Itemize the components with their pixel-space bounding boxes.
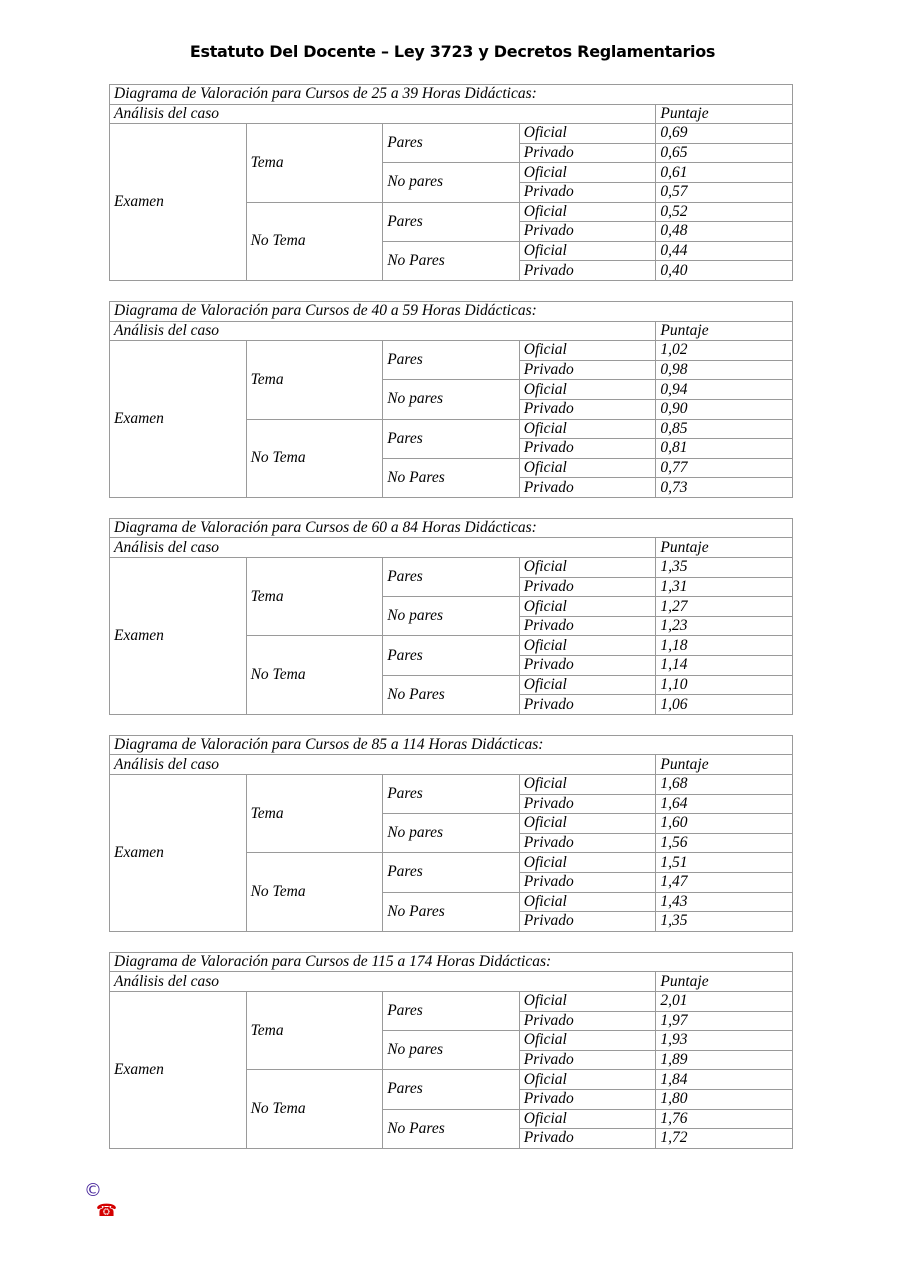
table-caption: Diagrama de Valoración para Cursos de 85 a 114 Horas Didácticas: bbox=[110, 735, 793, 755]
valuation-table bbox=[109, 301, 793, 498]
institution-cell: Privado bbox=[519, 577, 656, 597]
score-cell: 1,51 bbox=[656, 853, 793, 873]
institution-cell: Oficial bbox=[519, 163, 656, 183]
pairs-cell: Pares bbox=[383, 991, 520, 1030]
score-cell: 1,43 bbox=[656, 892, 793, 912]
exam-cell: Examen bbox=[110, 775, 247, 932]
table-caption: Diagrama de Valoración para Cursos de 40 a 59 Horas Didácticas: bbox=[110, 301, 793, 321]
valuation-table bbox=[109, 735, 793, 932]
score-cell: 1,93 bbox=[656, 1031, 793, 1051]
pairs-cell: Pares bbox=[383, 202, 520, 241]
analysis-header: Análisis del caso bbox=[110, 755, 656, 775]
topic-cell: No Tema bbox=[246, 853, 383, 931]
topic-cell: Tema bbox=[246, 558, 383, 636]
topic-cell: No Tema bbox=[246, 1070, 383, 1148]
institution-cell: Oficial bbox=[519, 853, 656, 873]
score-cell: 0,81 bbox=[656, 439, 793, 459]
pairs-cell: No pares bbox=[383, 1031, 520, 1070]
table-caption: Diagrama de Valoración para Cursos de 60 a 84 Horas Didácticas: bbox=[110, 518, 793, 538]
page-title: Estatuto Del Docente – Ley 3723 y Decretos Reglamentarios bbox=[189, 42, 716, 61]
topic-cell: Tema bbox=[246, 124, 383, 202]
institution-cell: Oficial bbox=[519, 1109, 656, 1129]
score-cell: 0,73 bbox=[656, 478, 793, 498]
institution-cell: Privado bbox=[519, 794, 656, 814]
score-cell: 0,57 bbox=[656, 182, 793, 202]
score-cell: 0,44 bbox=[656, 241, 793, 261]
topic-cell: Tema bbox=[246, 991, 383, 1069]
institution-cell: Privado bbox=[519, 478, 656, 498]
score-cell: 0,69 bbox=[656, 124, 793, 144]
score-cell: 0,98 bbox=[656, 360, 793, 380]
institution-cell: Privado bbox=[519, 695, 656, 715]
institution-cell: Privado bbox=[519, 616, 656, 636]
pairs-cell: No pares bbox=[383, 597, 520, 636]
score-cell: 1,27 bbox=[656, 597, 793, 617]
score-cell: 0,65 bbox=[656, 143, 793, 163]
pairs-cell: Pares bbox=[383, 636, 520, 675]
pairs-cell: Pares bbox=[383, 124, 520, 163]
institution-cell: Privado bbox=[519, 912, 656, 932]
score-cell: 1,31 bbox=[656, 577, 793, 597]
phone-icon: ☎ bbox=[96, 1201, 118, 1221]
valuation-table bbox=[109, 952, 793, 1149]
analysis-header: Análisis del caso bbox=[110, 538, 656, 558]
institution-cell: Privado bbox=[519, 439, 656, 459]
valuation-table bbox=[109, 518, 793, 715]
institution-cell: Privado bbox=[519, 1129, 656, 1149]
score-cell: 1,23 bbox=[656, 616, 793, 636]
institution-cell: Privado bbox=[519, 656, 656, 676]
score-cell: 1,56 bbox=[656, 833, 793, 853]
score-cell: 1,89 bbox=[656, 1050, 793, 1070]
pairs-cell: Pares bbox=[383, 853, 520, 892]
score-cell: 1,02 bbox=[656, 341, 793, 361]
institution-cell: Oficial bbox=[519, 241, 656, 261]
institution-cell: Privado bbox=[519, 261, 656, 281]
institution-cell: Privado bbox=[519, 1089, 656, 1109]
institution-cell: Oficial bbox=[519, 419, 656, 439]
pairs-cell: No Pares bbox=[383, 458, 520, 497]
institution-cell: Oficial bbox=[519, 675, 656, 695]
score-cell: 1,84 bbox=[656, 1070, 793, 1090]
institution-cell: Oficial bbox=[519, 380, 656, 400]
score-header: Puntaje bbox=[656, 755, 793, 775]
topic-cell: Tema bbox=[246, 775, 383, 853]
pairs-cell: No Pares bbox=[383, 892, 520, 931]
valuation-tables bbox=[109, 84, 792, 1169]
score-cell: 2,01 bbox=[656, 991, 793, 1011]
pairs-cell: No Pares bbox=[383, 241, 520, 280]
score-cell: 0,94 bbox=[656, 380, 793, 400]
institution-cell: Oficial bbox=[519, 892, 656, 912]
score-header: Puntaje bbox=[656, 321, 793, 341]
pairs-cell: Pares bbox=[383, 558, 520, 597]
institution-cell: Privado bbox=[519, 360, 656, 380]
score-cell: 1,97 bbox=[656, 1011, 793, 1031]
institution-cell: Oficial bbox=[519, 597, 656, 617]
score-cell: 1,47 bbox=[656, 872, 793, 892]
institution-cell: Oficial bbox=[519, 124, 656, 144]
analysis-header: Análisis del caso bbox=[110, 104, 656, 124]
score-cell: 0,85 bbox=[656, 419, 793, 439]
institution-cell: Oficial bbox=[519, 775, 656, 795]
valuation-table bbox=[109, 84, 793, 281]
analysis-header: Análisis del caso bbox=[110, 321, 656, 341]
institution-cell: Oficial bbox=[519, 1070, 656, 1090]
score-cell: 1,64 bbox=[656, 794, 793, 814]
topic-cell: No Tema bbox=[246, 202, 383, 280]
pairs-cell: Pares bbox=[383, 419, 520, 458]
institution-cell: Privado bbox=[519, 143, 656, 163]
score-cell: 1,60 bbox=[656, 814, 793, 834]
institution-cell: Privado bbox=[519, 872, 656, 892]
score-header: Puntaje bbox=[656, 104, 793, 124]
score-cell: 0,90 bbox=[656, 399, 793, 419]
score-cell: 1,80 bbox=[656, 1089, 793, 1109]
score-cell: 0,52 bbox=[656, 202, 793, 222]
score-cell: 1,06 bbox=[656, 695, 793, 715]
score-cell: 1,35 bbox=[656, 558, 793, 578]
topic-cell: Tema bbox=[246, 341, 383, 419]
score-cell: 1,72 bbox=[656, 1129, 793, 1149]
score-cell: 0,61 bbox=[656, 163, 793, 183]
analysis-header: Análisis del caso bbox=[110, 972, 656, 992]
score-cell: 0,40 bbox=[656, 261, 793, 281]
topic-cell: No Tema bbox=[246, 636, 383, 714]
score-cell: 1,18 bbox=[656, 636, 793, 656]
institution-cell: Oficial bbox=[519, 341, 656, 361]
score-cell: 1,14 bbox=[656, 656, 793, 676]
exam-cell: Examen bbox=[110, 991, 247, 1148]
score-cell: 1,10 bbox=[656, 675, 793, 695]
score-cell: 0,48 bbox=[656, 222, 793, 242]
pairs-cell: No pares bbox=[383, 380, 520, 419]
pairs-cell: Pares bbox=[383, 341, 520, 380]
institution-cell: Privado bbox=[519, 1050, 656, 1070]
institution-cell: Privado bbox=[519, 222, 656, 242]
table-caption: Diagrama de Valoración para Cursos de 25 a 39 Horas Didácticas: bbox=[110, 85, 793, 105]
score-cell: 0,77 bbox=[656, 458, 793, 478]
topic-cell: No Tema bbox=[246, 419, 383, 497]
institution-cell: Privado bbox=[519, 182, 656, 202]
exam-cell: Examen bbox=[110, 341, 247, 498]
institution-cell: Oficial bbox=[519, 202, 656, 222]
pairs-cell: No Pares bbox=[383, 1109, 520, 1148]
pairs-cell: Pares bbox=[383, 1070, 520, 1109]
pairs-cell: Pares bbox=[383, 775, 520, 814]
pairs-cell: No pares bbox=[383, 814, 520, 853]
exam-cell: Examen bbox=[110, 558, 247, 715]
pairs-cell: No pares bbox=[383, 163, 520, 202]
score-cell: 1,76 bbox=[656, 1109, 793, 1129]
pairs-cell: No Pares bbox=[383, 675, 520, 714]
footer bbox=[84, 1180, 384, 1224]
score-cell: 1,68 bbox=[656, 775, 793, 795]
exam-cell: Examen bbox=[110, 124, 247, 281]
institution-cell: Privado bbox=[519, 399, 656, 419]
institution-cell: Privado bbox=[519, 833, 656, 853]
score-cell: 1,35 bbox=[656, 912, 793, 932]
score-header: Puntaje bbox=[656, 538, 793, 558]
score-header: Puntaje bbox=[656, 972, 793, 992]
institution-cell: Oficial bbox=[519, 1031, 656, 1051]
institution-cell: Oficial bbox=[519, 814, 656, 834]
institution-cell: Oficial bbox=[519, 558, 656, 578]
institution-cell: Privado bbox=[519, 1011, 656, 1031]
table-caption: Diagrama de Valoración para Cursos de 115 a 174 Horas Didácticas: bbox=[110, 952, 793, 972]
copyright-icon: © bbox=[84, 1180, 102, 1201]
institution-cell: Oficial bbox=[519, 458, 656, 478]
institution-cell: Oficial bbox=[519, 991, 656, 1011]
institution-cell: Oficial bbox=[519, 636, 656, 656]
